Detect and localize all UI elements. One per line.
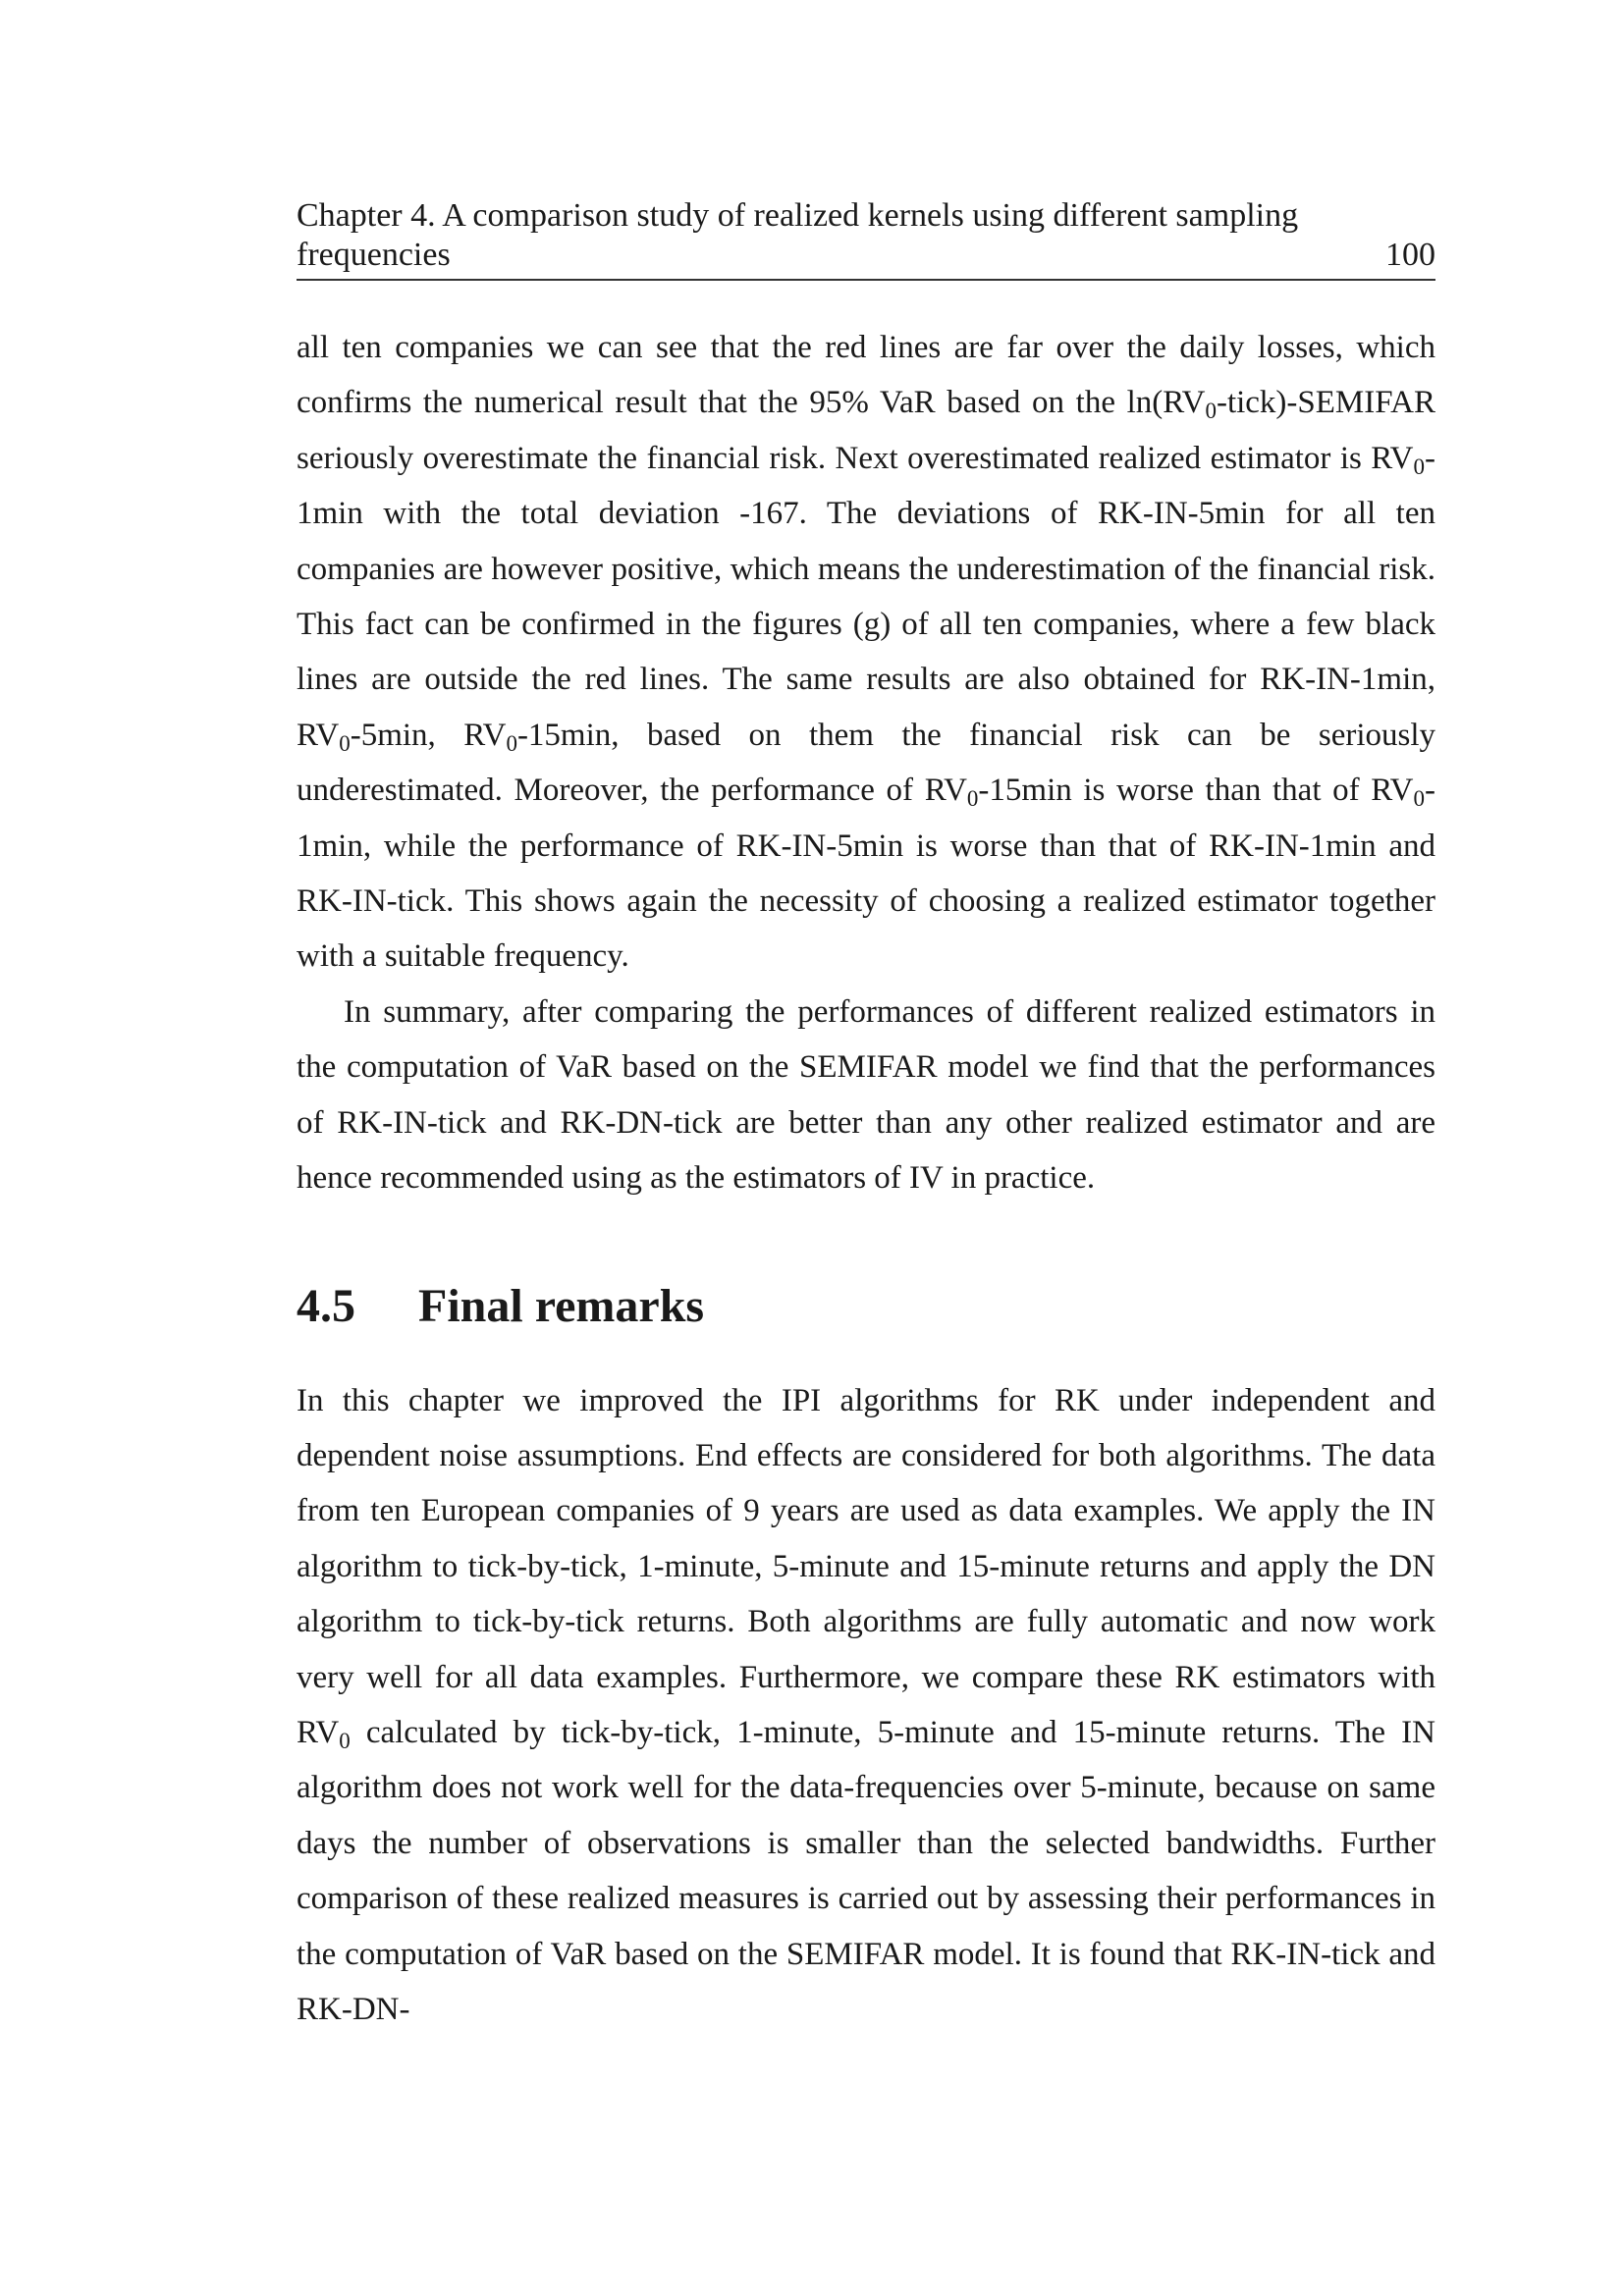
subscript: 0 xyxy=(339,730,351,756)
page-number: 100 xyxy=(1385,237,1435,273)
subscript: 0 xyxy=(1205,399,1217,424)
subscript: 0 xyxy=(339,1728,351,1753)
section-number: 4.5 xyxy=(297,1279,355,1332)
chapter-title-line2: frequencies xyxy=(297,237,451,273)
paragraph-final-remarks: In this chapter we improved the IPI algorithms for RK under independent and dependent noise assumptions. End effects are considered for both algorithms. The data from ten European companies of 9 years are used as data examples. We apply the IN algorithm to tick-by-tick, 1-minute, 5-minute and 15-minute returns and apply the DN algorithm to tick-by-tick returns. Both algorithms are fully automatic and now work very well for all data examples. Furthermore, we compare these RK estimators with $RV_0$ calculated by tick-by-tick, 1-minute, 5-minute and 15-minute returns. The IN algorithm does not work well for the data-frequencies over 5-minute, because on same days the number of observations is smaller than the selected bandwidths. Further comparison of these realized measures is carried out by assessing their performances in the computation of VaR based on the SEMIFAR model. It is found that RK-IN-tick and RK-DN- xyxy=(297,1382,1435,2027)
subscript: 0 xyxy=(1413,454,1425,479)
chapter-title-line1: Chapter 4. A comparison study of realized kernels using different sampling xyxy=(297,197,1299,234)
page xyxy=(297,196,1435,2037)
paragraph-summary: In summary, after comparing the performances of different realized estimators in the computation of VaR based on the SEMIFAR model we find that the performances of RK-IN-tick and RK-DN-tick are better than any other realized estimator and are hence recommended using as the estimators of IV in practice. xyxy=(297,993,1435,1197)
running-header xyxy=(297,196,1435,281)
section-title: Final remarks xyxy=(418,1279,705,1332)
section-heading xyxy=(297,1277,1435,1336)
paragraph-var-results: all ten companies we can see that the red lines are far over the daily losses, which confirms the numerical result that the 95% VaR based on the $\ln(RV_0-tick)$-SEMIFAR seriously overestimate the financial risk. Next overestimated realized estimator is $RV_0-1\min$ with the total deviation -167. The deviations of RK-IN-5min for all ten companies are however positive, which means the underestimation of the financial risk. This fact can be confirmed in the figures (g) of all ten companies, where a few black lines are outside the red lines. The same results are also obtained for RK-IN-1min, $RV_0-5\min$, $RV_0-15\min$, based on them the financial risk can be seriously underestimated. Moreover, the performance of $RV_0-15\min$ is worse than that of $RV_0-1\min$, while the performance of RK-IN-5min is worse than that of RK-IN-1min and RK-IN-tick. This shows again the necessity of choosing a realized estimator together with a suitable frequency. xyxy=(297,330,1436,975)
subscript: 0 xyxy=(966,786,979,812)
body-text xyxy=(297,320,1435,2037)
subscript: 0 xyxy=(506,730,517,756)
subscript: 0 xyxy=(1413,786,1425,812)
